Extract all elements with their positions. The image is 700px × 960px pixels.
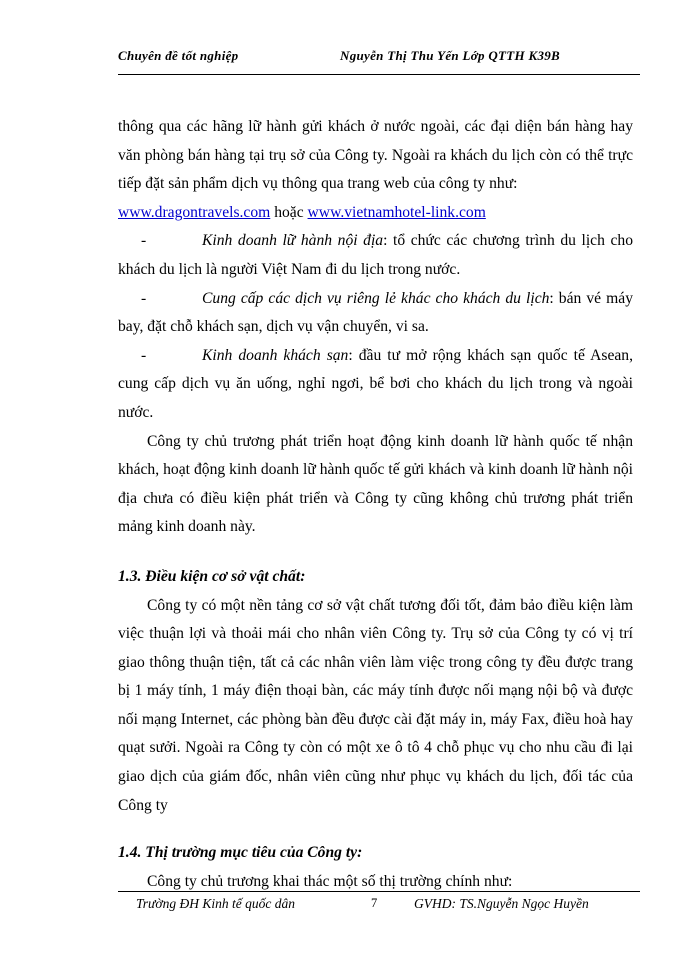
- paragraph: Công ty chủ trương khai thác một số thị trường chính như:: [147, 872, 513, 890]
- link-dragontravels[interactable]: www.dragontravels.com: [118, 203, 271, 221]
- bullet-item: [118, 227, 633, 284]
- link-separator: hoặc: [274, 203, 304, 221]
- footer-school: Trường ĐH Kinh tế quốc dân: [136, 896, 295, 911]
- footer-divider: [118, 891, 640, 892]
- bullet-label: Kinh doanh lữ hành nội địa: [202, 232, 384, 250]
- header-author-class: Nguyễn Thị Thu Yến Lớp QTTH K39B: [340, 48, 561, 63]
- bullet-label: Cung cấp các dịch vụ riêng lẻ khác cho khách du lịch: [202, 289, 550, 307]
- bullet-dash: -: [141, 232, 147, 250]
- page-footer: [118, 896, 640, 916]
- bullet-dash: -: [141, 289, 147, 307]
- page-header: [118, 48, 640, 70]
- bullet-text: : bán vé máy bay, đặt chỗ khách sạn, dịch vụ vận chuyển, vi sa.: [118, 289, 633, 336]
- paragraph: Công ty có một nền tảng cơ sở vật chất tương đối tốt, đảm bảo điều kiện làm việc thuận lợi và thoải mái cho nhân viên Công ty. Trụ sở của Công ty có vị trí giao thông thuận tiện, tất cả các nhân viên làm việc trong công ty đều được trang bị 1 máy tính, 1 máy điện thoại bàn, các máy tính được nối mạng nội bộ và được nối mạng Internet, các phòng bàn đều được cài đặt máy in, máy Fax, điều hoà hay quạt sưởi. Ngoài ra Công ty còn có một xe ô tô 4 chỗ phục vụ cho nhu cầu đi lại giao dịch của giám đốc, nhân viên cũng như phục vụ khách du lịch, đối tác của Công ty: [118, 596, 633, 814]
- section-heading: 1.3. Điều kiện cơ sở vật chất:: [118, 567, 306, 585]
- page-number: 7: [371, 896, 378, 910]
- link-vietnamhotel[interactable]: www.vietnamhotel-link.com: [307, 203, 486, 221]
- document-body: [118, 113, 633, 896]
- bullet-item: [118, 285, 633, 342]
- paragraph: thông qua các hãng lữ hành gửi khách ở nước ngoài, các đại diện bán hàng hay văn phòng bán hàng tại trụ sở của Công ty. Ngoài ra khách du lịch còn có thể trực tiếp đặt sản phẩm dịch vụ thông qua trang web của công ty như: www.dragontravels.com hoặc www.vietnamhotel-link.com: [118, 118, 633, 221]
- footer-advisor: GVHD: TS.Nguyễn Ngọc Huyền: [414, 896, 589, 911]
- bullet-item: [118, 342, 633, 428]
- section-heading: 1.4. Thị trường mục tiêu của Công ty:: [118, 844, 363, 862]
- bullet-label: Kinh doanh khách sạn: [202, 346, 349, 364]
- paragraph: Công ty chủ trương phát triển hoạt động kinh doanh lữ hành quốc tế nhận khách, hoạt động kinh doanh lữ hành quốc tế gửi khách và kinh doanh lữ hành nội địa chưa có điều kiện phát triển và Công ty cũng không chủ trương phát triển mảng kinh doanh này.: [118, 432, 633, 536]
- header-divider: [118, 74, 640, 75]
- bullet-text: : đầu tư mở rộng khách sạn quốc tế Asean, cung cấp dịch vụ ăn uống, nghỉ ngơi, bể bơi cho khách du lịch trong và ngoài nước.: [118, 346, 633, 421]
- bullet-text: : tổ chức các chương trình du lịch cho khách du lịch là người Việt Nam đi du lịch trong nước.: [118, 232, 633, 278]
- header-document-title: Chuyên đề tốt nghiệp: [118, 48, 239, 63]
- bullet-dash: -: [141, 346, 147, 364]
